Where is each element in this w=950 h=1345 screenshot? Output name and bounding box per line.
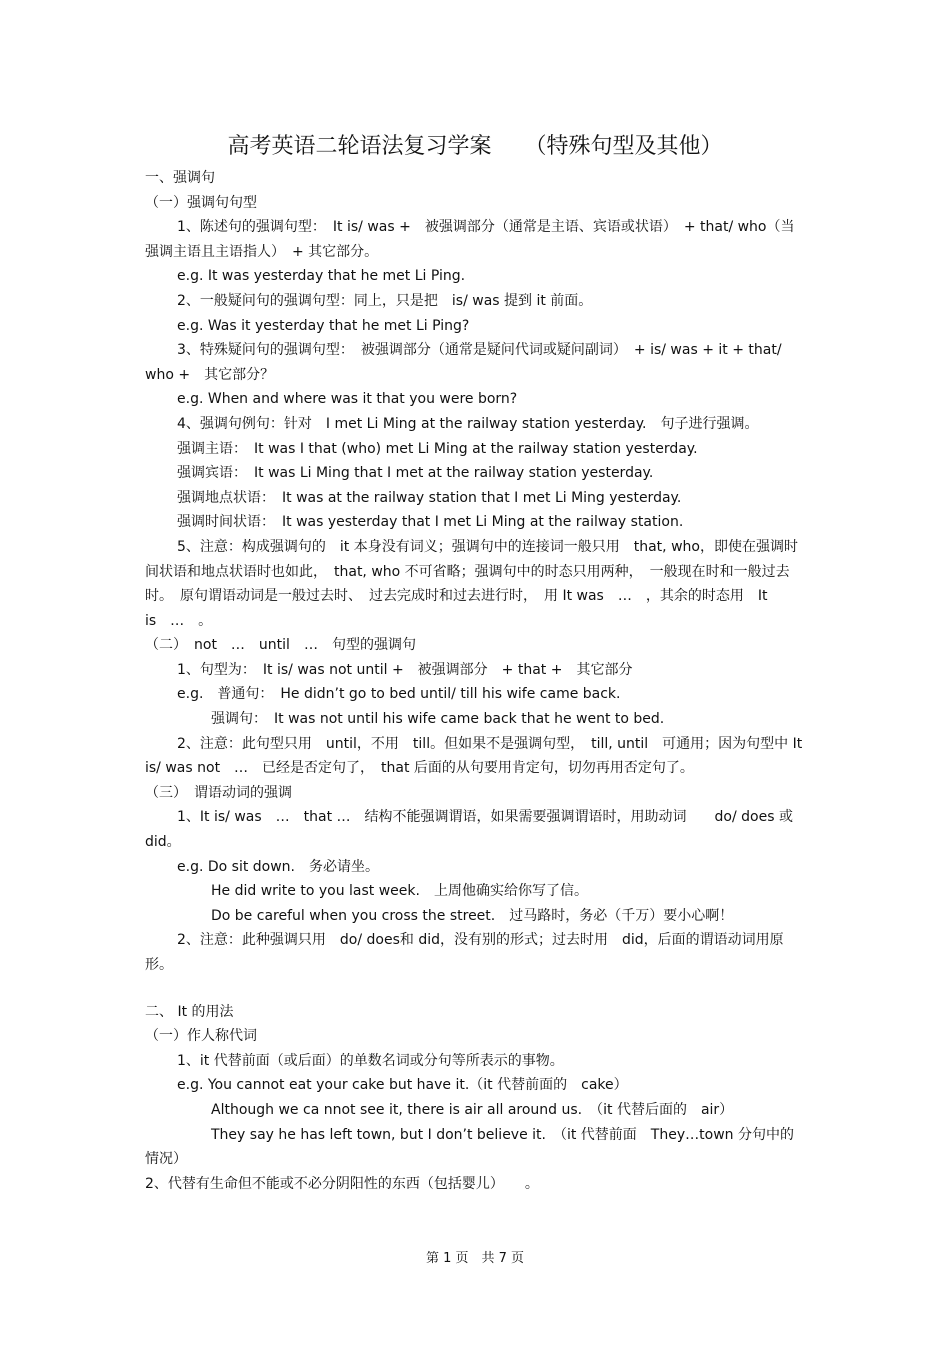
paragraph: 1、it 代替前面（或后面）的单数名词或分句等所表示的事物。 [177,1052,564,1069]
paragraph: 2、注意：此种强调只用 do/ does和 did，没有别的形式；过去时用 did，后面的谓语动词用原形。 [145,932,784,973]
document-body [145,166,807,1196]
paragraph: 5、注意：构成强调句的 it 本身没有词义；强调句中的连接词一般只用 that, who，即使在强调时间状语和地点状语时也如此， that, who 不可省略；强调句中的时态只用两种， 一般现在时和一般过去时。 原句谓语动词是一般过去时、 过去完成时和过去进行时， 用 It was … ，其余的时态用 It is … 。 [145,538,798,629]
paragraph: 4、强调句例句：针对 I met Li Ming at the railway station yesterday. 句子进行强调。 [177,415,759,432]
page-title: 高考英语二轮语法复习学案 （特殊句型及其他） [227,134,723,159]
example-line: e.g. You cannot eat your cake but have it.（it 代替前面的 cake） [177,1077,628,1094]
example-line: They say he has left town, but I don’t believe it. （it 代替前面 They…town 分句中的情况） [145,1126,794,1168]
example-line: e.g. Do sit down. 务必请坐。 [177,858,379,875]
example-line: Although we ca nnot see it, there is air all around us. （it 代替后面的 air） [211,1101,734,1118]
example-line: 强调句： It was not until his wife came back that he went to bed. [211,711,665,728]
section-heading: 一、强调句 [145,170,215,186]
section-heading: 二、 It 的用法 [145,1003,234,1020]
example-line: e.g. Was it yesterday that he met Li Ping? [177,317,470,334]
page-footer: 第 1 页 共 7 页 [425,1251,525,1266]
subsection-heading: （二） not … until … 句型的强调句 [145,637,416,654]
spacer [145,978,807,1000]
paragraph: 1、It is/ was … that … 结构不能强调谓语，如果需要强调谓语时，用助动词 do/ does 或 did。 [145,809,793,851]
paragraph: 2、注意：此句型只用 until，不用 till。但如果不是强调句型， till, until 可通用；因为句型中 It is/ was not … 已经是否定句了， that 后面的从句要用肯定句，切勿再用否定句了。 [145,735,803,777]
paragraph: 1、陈述句的强调句型： It is/ was + 被强调部分（通常是主语、宾语或状语） + that/ who（当强调主语且主语指人） + 其它部分。 [145,219,795,260]
example-line: He did write to you last week. 上周他确实给你写了信。 [211,883,588,900]
example-line: e.g. It was yesterday that he met Li Ping. [177,268,466,285]
paragraph: 2、一般疑问句的强调句型：同上，只是把 is/ was 提到 it 前面。 [177,292,593,309]
example-line: e.g. 普通句： He didn’t go to bed until/ till his wife came back. [177,686,621,703]
paragraph: 3、特殊疑问句的强调句型： 被强调部分（通常是疑问代词或疑问副词） + is/ was + it + that/ who + 其它部分？ [145,342,782,383]
subsection-heading: （一）作人称代词 [145,1028,257,1045]
example-line: Do be careful when you cross the street. 过马路时，务必（千万）要小心啊！ [211,907,734,924]
paragraph: 1、句型为： It is/ was not until + 被强调部分 + that + 其它部分 [177,661,633,678]
paragraph: 2、代替有生命但不能或不必分阴阳性的东西（包括婴儿） 。 [145,1175,539,1192]
subsection-heading: （一）强调句句型 [145,194,257,211]
example-line: 强调时间状语： It was yesterday that I met Li Ming at the railway station. [177,514,684,531]
example-line: 强调宾语： It was Li Ming that I met at the railway station yesterday. [177,465,654,482]
subsection-heading: （三） 谓语动词的强调 [145,784,292,801]
example-line: 强调地点状语： It was at the railway station that I met Li Ming yesterday. [177,489,682,506]
example-line: e.g. When and where was it that you were born? [177,391,518,408]
example-line: 强调主语： It was I that (who) met Li Ming at the railway station yesterday. [177,440,698,457]
